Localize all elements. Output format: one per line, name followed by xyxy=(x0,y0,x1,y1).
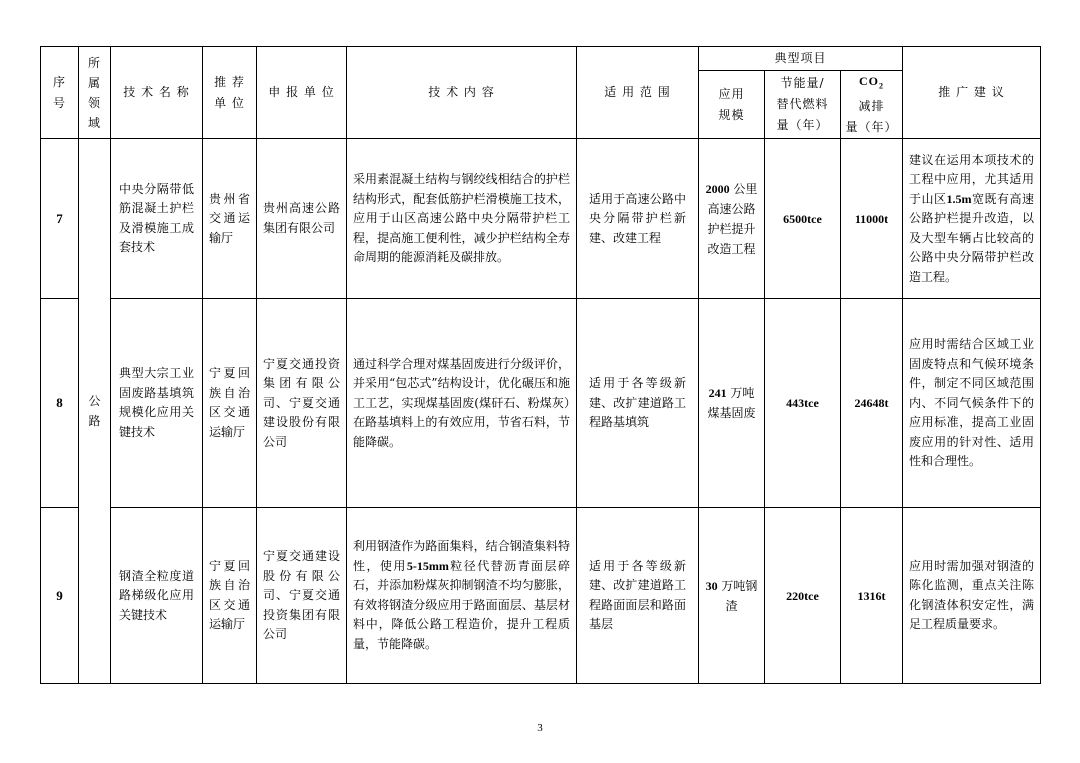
row-scale-number: 30 xyxy=(705,578,718,593)
row-scale-text: 万吨煤基固废 xyxy=(707,386,756,421)
row-suggestion-part-c: 宽既有高速公路护栏提升改造，以及大型车辆占比较高的公路中央分隔带护栏改造工程。 xyxy=(909,191,1034,284)
row-scale-number: 241 xyxy=(708,386,727,401)
row-scale xyxy=(699,508,765,684)
row-energy: 443tce xyxy=(765,299,841,508)
row-scope: 适用于高速公路中央分隔带护栏新建、改建工程 xyxy=(577,139,699,299)
header-tech-name: 技 术 名 称 xyxy=(111,47,203,139)
header-seq-label: 序 号 xyxy=(52,74,66,110)
table-row xyxy=(41,139,1041,299)
row-applicant: 贵州高速公路集团有限公司 xyxy=(257,139,347,299)
header-co2-prefix: CO xyxy=(859,74,879,88)
row-suggestion-part-a: 建议在运用本项技术的工程中应用，尤其适用于山区 xyxy=(909,152,1034,206)
row-seq: 7 xyxy=(41,139,79,299)
row-tech-name: 中央分隔带低筋混凝土护栏及滑模施工成套技术 xyxy=(111,139,203,299)
header-energy-label: 节能量/ 替代燃料 量（年） xyxy=(776,76,829,133)
header-scale-label: 应用 规模 xyxy=(718,86,745,122)
row-co2: 11000t xyxy=(841,139,903,299)
row-energy: 6500tce xyxy=(765,139,841,299)
row-suggestion: 应用时需加强对钢渣的陈化监测，重点关注陈化钢渣体积安定性，满足工程质量要求。 xyxy=(903,508,1041,684)
header-applicant: 申 报 单 位 xyxy=(257,47,347,139)
header-energy xyxy=(765,71,841,139)
row-seq: 8 xyxy=(41,299,79,508)
row-applicant: 宁夏交通投资集团有限公司、宁夏交通建设股份有限公司 xyxy=(257,299,347,508)
row-scale xyxy=(699,139,765,299)
row-co2: 24648t xyxy=(841,299,903,508)
header-domain-label: 所 属 领 域 xyxy=(87,55,101,130)
header-co2-rest: 减排 量（年） xyxy=(845,99,898,135)
row-energy: 220tce xyxy=(765,508,841,684)
page-number: 3 xyxy=(537,722,543,734)
row-content-part-a: 利用钢渣作为路面集料，结合钢渣集料特性，使用 xyxy=(353,539,570,573)
header-domain xyxy=(79,47,111,139)
table-row xyxy=(41,299,1041,508)
row-recommender: 宁夏回族自治区交通运输厅 xyxy=(203,508,257,684)
header-typical-project: 典型项目 xyxy=(699,47,903,71)
row-scale-number: 2000 xyxy=(705,181,730,196)
domain-label: 公 路 xyxy=(88,394,101,429)
row-applicant: 宁夏交通建设股份有限公司、宁夏交通投资集团有限公司 xyxy=(257,508,347,684)
row-co2: 1316t xyxy=(841,508,903,684)
row-suggestion xyxy=(903,139,1041,299)
row-scale-text: 公里高速公路护栏提升改造工程 xyxy=(707,181,758,256)
row-content: 通过科学合理对煤基固废进行分级评价，并采用“包芯式”结构设计，优化碾压和施工工艺，实现煤基固废(煤矸石、粉煤灰）在路基填料上的有效应用，节省石料，节能降碳。 xyxy=(347,299,577,508)
row-content xyxy=(347,508,577,684)
row-tech-name: 钢渣全粒度道路梯级化应用关键技术 xyxy=(111,508,203,684)
domain-cell xyxy=(79,139,111,684)
header-suggestion: 推 广 建 议 xyxy=(903,47,1041,139)
header-seq xyxy=(41,47,79,139)
row-scale xyxy=(699,299,765,508)
row-tech-name: 典型大宗工业固废路基填筑规模化应用关键技术 xyxy=(111,299,203,508)
row-content-part-c: 粒径代替沥青面层碎石，并添加粉煤灰抑制钢渣不均匀膨胀，有效将钢渣分级应用于路面面层、基层材料中，降低公路工程造价，提升工程质量，节能降碳。 xyxy=(353,558,570,651)
row-scope: 适用于各等级新建、改扩建道路工程路面面层和路面基层 xyxy=(577,508,699,684)
row-content: 采用素混凝土结构与钢绞线相结合的护栏结构形式，配套低筋护栏滑模施工技术，应用于山区高速公路中央分隔带护栏工程，提高施工便利性，减少护栏结构全寿命周期的能源消耗及碳排放。 xyxy=(347,139,577,299)
row-scale-text: 万吨钢渣 xyxy=(721,578,758,613)
row-suggestion: 应用时需结合区域工业固废特点和气候环境条件，制定不同区域范围内、不同气候条件下的应用标准，提高工业固废应用的针对性、适用性和合理性。 xyxy=(903,299,1041,508)
row-seq: 9 xyxy=(41,508,79,684)
row-content-part-b: 5-15mm xyxy=(406,558,449,573)
header-content: 技 术 内 容 xyxy=(347,47,577,139)
table-row xyxy=(41,508,1041,684)
header-scale xyxy=(699,71,765,139)
row-recommender: 宁夏回族自治区交通运输厅 xyxy=(203,299,257,508)
header-recommender xyxy=(203,47,257,139)
row-scope: 适用于各等级新建、改扩建道路工程路基填筑 xyxy=(577,299,699,508)
header-co2 xyxy=(841,71,903,139)
header-scope: 适 用 范 围 xyxy=(577,47,699,139)
row-recommender: 贵州省交通运输厅 xyxy=(203,139,257,299)
technology-table xyxy=(40,46,1041,684)
header-recommender-label: 推 荐 单 位 xyxy=(214,74,245,110)
row-suggestion-part-b: 1.5m xyxy=(946,191,972,206)
header-co2-sub: 2 xyxy=(879,81,884,91)
